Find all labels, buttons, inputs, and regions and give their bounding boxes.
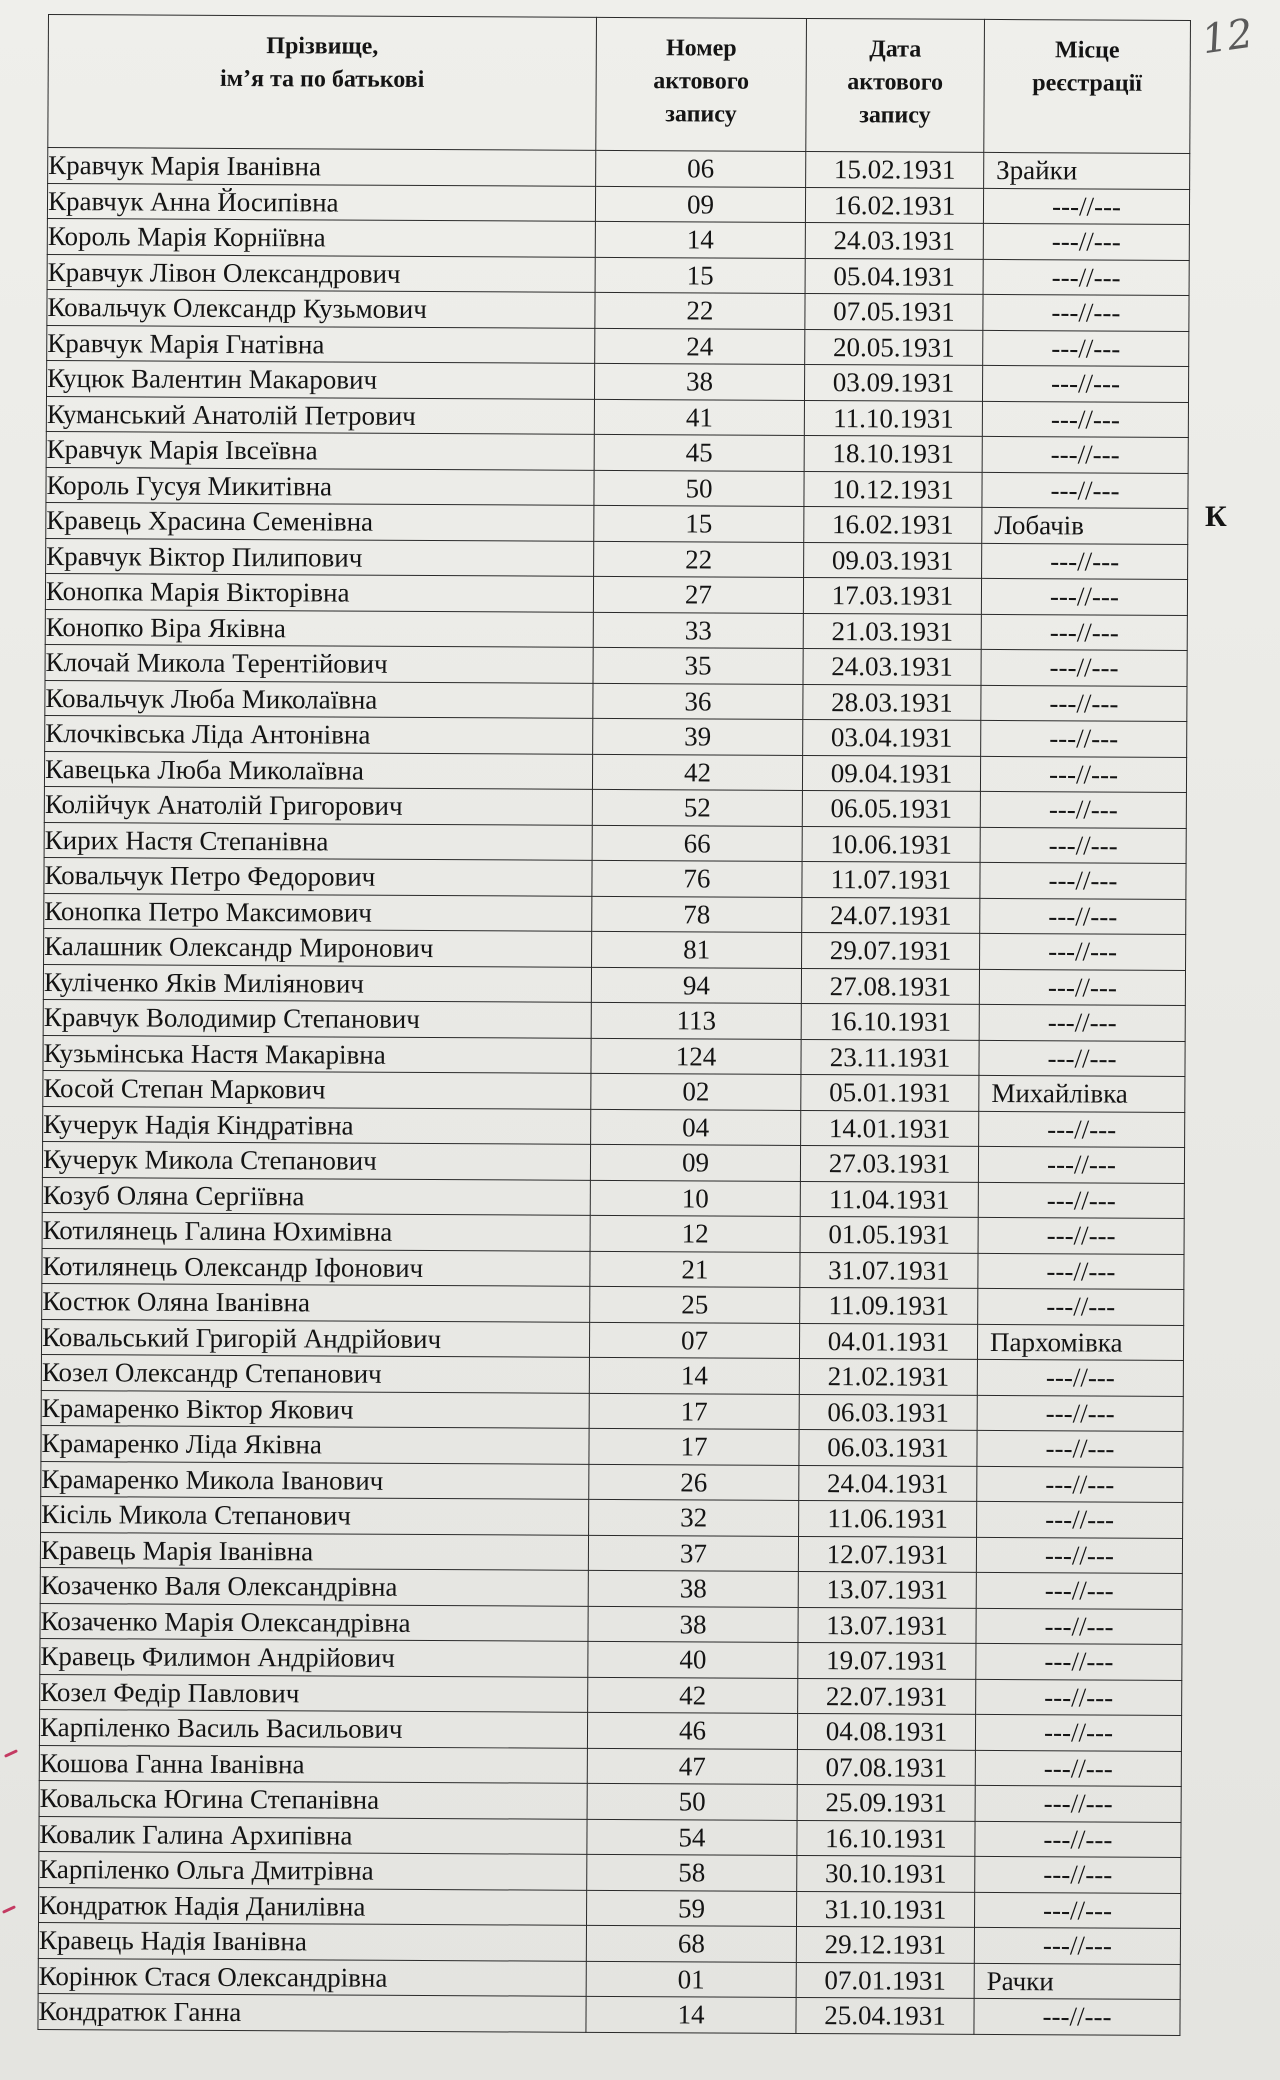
- record-date-cell: 29.12.1931: [796, 1926, 974, 1962]
- record-number-cell: 35: [593, 647, 803, 684]
- record-date-cell: 23.11.1931: [801, 1039, 979, 1075]
- header-line: Дата: [869, 36, 922, 63]
- table-row: [40, 1532, 1182, 1573]
- table-row: [41, 1319, 1183, 1360]
- record-number-cell: 26: [589, 1464, 799, 1501]
- registration-place-cell: ---//---: [978, 1217, 1184, 1254]
- record-number-cell: 78: [592, 896, 802, 933]
- record-date-cell: 14.01.1931: [801, 1110, 979, 1146]
- person-name-cell: Куліченко Яків Миліянович: [43, 964, 591, 1002]
- table-row: [43, 1035, 1185, 1076]
- record-number-cell: 22: [594, 541, 804, 578]
- record-number-cell: 45: [594, 434, 804, 471]
- registration-place-cell: ---//---: [979, 969, 1185, 1006]
- person-name-cell: Котилянець Олександр Іфонович: [42, 1248, 590, 1286]
- record-number-cell: 14: [589, 1357, 799, 1394]
- record-number-cell: 24: [595, 328, 805, 365]
- record-date-cell: 16.02.1931: [805, 187, 983, 223]
- table-row: [42, 1248, 1184, 1289]
- record-date-cell: 16.10.1931: [801, 1003, 979, 1039]
- registration-place-cell: ---//---: [983, 188, 1189, 225]
- record-number-cell: 17: [589, 1393, 799, 1430]
- record-date-cell: 19.07.1931: [798, 1642, 976, 1678]
- header-line: актового: [653, 68, 750, 95]
- table-row: [44, 751, 1186, 792]
- record-number-cell: 39: [593, 718, 803, 755]
- registration-place-cell: ---//---: [980, 756, 1186, 793]
- table-row: [46, 502, 1188, 543]
- record-date-cell: 11.06.1931: [799, 1500, 977, 1536]
- person-name-cell: Кравчук Володимир Степанович: [43, 999, 591, 1037]
- table-row: [47, 218, 1189, 259]
- record-number-cell: 46: [587, 1712, 797, 1749]
- record-date-cell: 03.04.1931: [803, 719, 981, 755]
- record-number-cell: 15: [595, 257, 805, 294]
- person-name-cell: Кучерук Микола Степанович: [42, 1141, 590, 1179]
- table-row: [46, 538, 1188, 579]
- registration-place-cell: ---//---: [978, 1288, 1184, 1325]
- registration-place-cell: ---//---: [980, 933, 1186, 970]
- person-name-cell: Костюк Оляна Іванівна: [42, 1283, 590, 1321]
- header-line: запису: [665, 101, 737, 128]
- record-date-cell: 06.03.1931: [799, 1394, 977, 1430]
- table-row: [46, 431, 1188, 472]
- registration-place-cell: Рачки: [974, 1963, 1180, 2000]
- registration-place-cell: ---//---: [976, 1679, 1182, 1716]
- record-number-cell: 94: [591, 967, 801, 1004]
- record-date-cell: 12.07.1931: [798, 1536, 976, 1572]
- record-date-cell: 01.05.1931: [800, 1216, 978, 1252]
- record-date-cell: 11.04.1931: [800, 1181, 978, 1217]
- registration-place-cell: ---//---: [977, 1430, 1183, 1467]
- person-name-cell: Ковальський Григорій Андрійович: [41, 1319, 589, 1357]
- table-row: [47, 254, 1189, 295]
- record-number-cell: 14: [595, 221, 805, 258]
- person-name-cell: Куцюк Валентин Макарович: [46, 360, 594, 398]
- registration-place-cell: ---//---: [983, 330, 1189, 367]
- record-date-cell: 10.12.1931: [804, 471, 982, 507]
- record-number-cell: 06: [596, 150, 806, 187]
- record-date-cell: 22.07.1931: [798, 1678, 976, 1714]
- registration-place-cell: ---//---: [975, 1821, 1181, 1858]
- table-row: [44, 857, 1186, 898]
- record-number-cell: 59: [586, 1890, 796, 1927]
- record-date-cell: 27.03.1931: [800, 1145, 978, 1181]
- person-name-cell: Калашник Олександр Миронович: [44, 928, 592, 966]
- table-row: [46, 360, 1188, 401]
- record-number-cell: 32: [589, 1499, 799, 1536]
- record-date-cell: 25.09.1931: [797, 1784, 975, 1820]
- header-line: реєстрації: [1032, 70, 1143, 97]
- table-row: [43, 1070, 1185, 1111]
- record-number-cell: 12: [590, 1215, 800, 1252]
- registration-place-cell: ---//---: [980, 791, 1186, 828]
- table-row: [40, 1567, 1182, 1608]
- registration-place-cell: ---//---: [982, 472, 1188, 509]
- record-date-cell: 31.10.1931: [796, 1891, 974, 1927]
- registration-place-cell: ---//---: [976, 1537, 1182, 1574]
- table-row: [42, 1177, 1184, 1218]
- table-row: [39, 1709, 1181, 1750]
- handwritten-page-number: 12: [1199, 10, 1256, 64]
- person-name-cell: Конопка Марія Вікторівна: [45, 573, 593, 611]
- record-number-cell: 17: [589, 1428, 799, 1465]
- record-date-cell: 04.01.1931: [799, 1323, 977, 1359]
- table-row: [47, 325, 1189, 366]
- record-date-cell: 06.05.1931: [802, 790, 980, 826]
- record-date-cell: 24.04.1931: [799, 1465, 977, 1501]
- record-number-cell: 01: [586, 1961, 796, 1998]
- table-header-row: [48, 15, 1191, 154]
- record-number-cell: 27: [593, 576, 803, 613]
- record-number-cell: 58: [587, 1854, 797, 1891]
- table-row: [39, 1887, 1181, 1928]
- person-name-cell: Кравець Марія Іванівна: [40, 1532, 588, 1570]
- record-date-cell: 05.04.1931: [805, 258, 983, 294]
- record-number-cell: 38: [588, 1570, 798, 1607]
- record-number-cell: 07: [589, 1322, 799, 1359]
- record-date-cell: 05.01.1931: [801, 1074, 979, 1110]
- person-name-cell: Козел Олександр Степанович: [41, 1354, 589, 1392]
- table-row: [48, 148, 1190, 189]
- registration-place-cell: ---//---: [983, 259, 1189, 296]
- record-date-cell: 24.07.1931: [802, 897, 980, 933]
- record-number-cell: 68: [586, 1925, 796, 1962]
- person-name-cell: Кравчук Марія Іванівна: [48, 148, 596, 186]
- person-name-cell: Крамаренко Віктор Якович: [41, 1390, 589, 1428]
- record-number-cell: 38: [588, 1606, 798, 1643]
- person-name-cell: Король Марія Корніївна: [47, 218, 595, 256]
- record-number-cell: 02: [591, 1073, 801, 1110]
- table-row: [39, 1851, 1181, 1892]
- person-name-cell: Котилянець Галина Юхимівна: [42, 1212, 590, 1250]
- person-name-cell: Ковальчук Люба Миколаївна: [45, 680, 593, 718]
- registration-place-cell: ---//---: [983, 223, 1189, 260]
- registration-place-cell: ---//---: [979, 1040, 1185, 1077]
- registration-place-cell: ---//---: [982, 436, 1188, 473]
- record-number-cell: 52: [592, 789, 802, 826]
- table-row: [41, 1354, 1183, 1395]
- person-name-cell: Карпіленко Ольга Дмитрівна: [39, 1851, 587, 1889]
- record-date-cell: 11.07.1931: [802, 861, 980, 897]
- header-line: Прізвище,: [266, 33, 379, 60]
- registration-place-cell: ---//---: [974, 1998, 1180, 2035]
- record-number-cell: 09: [595, 186, 805, 223]
- record-number-cell: 14: [586, 1996, 796, 2033]
- registration-place-cell: ---//---: [981, 614, 1187, 651]
- registration-place-cell: ---//---: [981, 685, 1187, 722]
- table-row: [44, 893, 1186, 934]
- table-row: [45, 609, 1187, 650]
- record-date-cell: 15.02.1931: [806, 151, 984, 187]
- table-row: [43, 1106, 1185, 1147]
- person-name-cell: Ковалик Галина Архипівна: [39, 1816, 587, 1854]
- table-row: [41, 1461, 1183, 1502]
- registration-place-cell: ---//---: [974, 1892, 1180, 1929]
- header-line: актового: [847, 69, 944, 96]
- person-name-cell: Кравчук Марія Івсеївна: [46, 431, 594, 469]
- table-row: [40, 1638, 1182, 1679]
- registration-place-cell: ---//---: [975, 1750, 1181, 1787]
- person-name-cell: Кондратюк Надія Данилівна: [39, 1887, 587, 1925]
- person-name-cell: Клочківська Ліда Антонівна: [45, 715, 593, 753]
- person-name-cell: Кирих Настя Степанівна: [44, 822, 592, 860]
- table-row: [44, 786, 1186, 827]
- person-name-cell: Кондратюк Ганна: [38, 1993, 586, 2031]
- table-row: [47, 183, 1189, 224]
- person-name-cell: Конопко Віра Яківна: [45, 609, 593, 647]
- person-name-cell: Клочай Микола Терентійович: [45, 644, 593, 682]
- record-date-cell: 18.10.1931: [804, 435, 982, 471]
- record-number-cell: 09: [590, 1144, 800, 1181]
- record-number-cell: 36: [593, 683, 803, 720]
- registration-place-cell: ---//---: [982, 543, 1188, 580]
- table-row: [45, 680, 1187, 721]
- registration-place-cell: Пархомівка: [977, 1324, 1183, 1361]
- registration-place-cell: ---//---: [976, 1572, 1182, 1609]
- record-date-cell: 20.05.1931: [805, 329, 983, 365]
- registration-place-cell: ---//---: [977, 1395, 1183, 1432]
- record-date-cell: 06.03.1931: [799, 1429, 977, 1465]
- table-row: [43, 999, 1185, 1040]
- record-number-cell: 38: [594, 363, 804, 400]
- record-date-cell: 24.03.1931: [803, 648, 981, 684]
- table-row: [38, 1958, 1180, 1999]
- record-date-cell: 31.07.1931: [800, 1252, 978, 1288]
- person-name-cell: Козел Федір Павлович: [40, 1674, 588, 1712]
- record-date-cell: 24.03.1931: [805, 222, 983, 258]
- person-name-cell: Корінюк Стася Олександрівна: [38, 1958, 586, 1996]
- table-row: [39, 1816, 1181, 1857]
- table-row: [42, 1283, 1184, 1324]
- table-row: [47, 289, 1189, 330]
- record-number-cell: 66: [592, 825, 802, 862]
- person-name-cell: Кучерук Надія Кіндратівна: [43, 1106, 591, 1144]
- table-row: [39, 1745, 1181, 1786]
- record-date-cell: 10.06.1931: [802, 826, 980, 862]
- person-name-cell: Кузьмінська Настя Макарівна: [43, 1035, 591, 1073]
- record-number-cell: 81: [592, 931, 802, 968]
- header-line: ім’я та по батькові: [219, 65, 425, 93]
- person-name-cell: Кравчук Віктор Пилипович: [46, 538, 594, 576]
- record-date-cell: 13.07.1931: [798, 1571, 976, 1607]
- record-number-cell: 04: [591, 1109, 801, 1146]
- person-name-cell: Козаченко Марія Олександрівна: [40, 1603, 588, 1641]
- person-name-cell: Кравець Надія Іванівна: [38, 1922, 586, 1960]
- record-date-cell: 28.03.1931: [803, 684, 981, 720]
- registration-place-cell: ---//---: [981, 649, 1187, 686]
- record-number-cell: 47: [587, 1748, 797, 1785]
- record-number-cell: 21: [590, 1251, 800, 1288]
- person-name-cell: Ковальска Югина Степанівна: [39, 1780, 587, 1818]
- registration-place-cell: ---//---: [979, 1004, 1185, 1041]
- registration-place-cell: ---//---: [976, 1643, 1182, 1680]
- record-date-cell: 07.01.1931: [796, 1962, 974, 1998]
- registration-place-cell: ---//---: [981, 578, 1187, 615]
- registration-place-cell: ---//---: [980, 862, 1186, 899]
- person-name-cell: Косой Степан Маркович: [43, 1070, 591, 1108]
- table-row: [40, 1674, 1182, 1715]
- record-number-cell: 54: [587, 1819, 797, 1856]
- table-row: [41, 1390, 1183, 1431]
- record-number-cell: 50: [587, 1783, 797, 1820]
- record-date-cell: 11.09.1931: [800, 1287, 978, 1323]
- header-place: [984, 19, 1191, 153]
- record-date-cell: 21.02.1931: [799, 1358, 977, 1394]
- table-row: [45, 644, 1187, 685]
- registration-place-cell: Лобачів: [982, 507, 1188, 544]
- registration-place-cell: ---//---: [978, 1253, 1184, 1290]
- margin-letter-mark: К: [1205, 500, 1227, 533]
- person-name-cell: Кавецька Люба Миколаївна: [44, 751, 592, 789]
- table-row: [45, 573, 1187, 614]
- table-row: [43, 964, 1185, 1005]
- registration-place-cell: ---//---: [981, 720, 1187, 757]
- record-date-cell: 13.07.1931: [798, 1607, 976, 1643]
- record-number-cell: 41: [594, 399, 804, 436]
- table-row: [38, 1993, 1180, 2034]
- table-row: [40, 1603, 1182, 1644]
- record-number-cell: 40: [588, 1641, 798, 1678]
- table-row: [41, 1425, 1183, 1466]
- table-row: [42, 1141, 1184, 1182]
- person-name-cell: Колійчук Анатолій Григорович: [44, 786, 592, 824]
- person-name-cell: Карпіленко Василь Васильович: [39, 1709, 587, 1747]
- record-date-cell: 07.05.1931: [805, 293, 983, 329]
- registration-place-cell: ---//---: [980, 827, 1186, 864]
- record-number-cell: 22: [595, 292, 805, 329]
- registration-place-cell: ---//---: [978, 1146, 1184, 1183]
- person-name-cell: Кравчук Анна Йосипівна: [47, 183, 595, 221]
- record-date-cell: 11.10.1931: [804, 400, 982, 436]
- record-number-cell: 50: [594, 470, 804, 507]
- person-name-cell: Кравець Храсина Семенівна: [46, 502, 594, 540]
- record-date-cell: 25.04.1931: [796, 1997, 974, 2033]
- record-number-cell: 10: [590, 1180, 800, 1217]
- table-row: [39, 1780, 1181, 1821]
- record-number-cell: 124: [591, 1038, 801, 1075]
- person-name-cell: Ковальчук Петро Федорович: [44, 857, 592, 895]
- person-name-cell: Куманський Анатолій Петрович: [46, 396, 594, 434]
- table-row: [45, 715, 1187, 756]
- person-name-cell: Кошова Ганна Іванівна: [39, 1745, 587, 1783]
- person-name-cell: Кравець Филимон Андрійович: [40, 1638, 588, 1676]
- person-name-cell: Крамаренко Ліда Яківна: [41, 1425, 589, 1463]
- record-date-cell: 03.09.1931: [804, 364, 982, 400]
- person-name-cell: Козаченко Валя Олександрівна: [40, 1567, 588, 1605]
- record-date-cell: 17.03.1931: [803, 577, 981, 613]
- registry-table: [37, 14, 1191, 2035]
- person-name-cell: Король Гусуя Микитівна: [46, 467, 594, 505]
- record-number-cell: 37: [588, 1535, 798, 1572]
- record-date-cell: 29.07.1931: [802, 932, 980, 968]
- record-number-cell: 42: [592, 754, 802, 791]
- record-number-cell: 33: [593, 612, 803, 649]
- person-name-cell: Кравчук Лівон Олександрович: [47, 254, 595, 292]
- header-line: Номер: [665, 35, 737, 62]
- record-date-cell: 04.08.1931: [797, 1713, 975, 1749]
- table-row: [38, 1922, 1180, 1963]
- margin-pen-mark: [2, 1905, 16, 1914]
- registration-place-cell: ---//---: [980, 898, 1186, 935]
- record-date-cell: 16.02.1931: [804, 506, 982, 542]
- record-number-cell: 15: [594, 505, 804, 542]
- registration-place-cell: Михайлівка: [979, 1075, 1185, 1112]
- record-date-cell: 09.04.1931: [802, 755, 980, 791]
- registration-place-cell: ---//---: [975, 1785, 1181, 1822]
- record-number-cell: 25: [590, 1286, 800, 1323]
- registration-place-cell: ---//---: [975, 1856, 1181, 1893]
- person-name-cell: Кісіль Микола Степанович: [41, 1496, 589, 1534]
- table-row: [46, 396, 1188, 437]
- table-body: [38, 148, 1190, 2035]
- registration-place-cell: ---//---: [977, 1359, 1183, 1396]
- record-number-cell: 113: [591, 1002, 801, 1039]
- record-number-cell: 76: [592, 860, 802, 897]
- registration-place-cell: ---//---: [976, 1608, 1182, 1645]
- record-number-cell: 42: [588, 1677, 798, 1714]
- table-row: [41, 1496, 1183, 1537]
- registration-place-cell: ---//---: [979, 1111, 1185, 1148]
- table-row: [42, 1212, 1184, 1253]
- header-record-date: [806, 18, 985, 152]
- registration-place-cell: ---//---: [982, 401, 1188, 438]
- record-date-cell: 21.03.1931: [803, 613, 981, 649]
- registration-place-cell: ---//---: [974, 1927, 1180, 1964]
- person-name-cell: Козуб Оляна Сергіївна: [42, 1177, 590, 1215]
- person-name-cell: Конопка Петро Максимович: [44, 893, 592, 931]
- registration-place-cell: ---//---: [982, 365, 1188, 402]
- record-date-cell: 16.10.1931: [797, 1820, 975, 1856]
- margin-pen-mark: [4, 1749, 18, 1758]
- registration-place-cell: ---//---: [975, 1714, 1181, 1751]
- table-row: [44, 822, 1186, 863]
- table-row: [44, 928, 1186, 969]
- header-record-number: [596, 17, 807, 151]
- registration-place-cell: Зрайки: [984, 152, 1190, 189]
- person-name-cell: Кравчук Марія Гнатівна: [47, 325, 595, 363]
- header-name: [48, 15, 597, 151]
- header-line: запису: [859, 102, 931, 129]
- record-date-cell: 07.08.1931: [797, 1749, 975, 1785]
- header-line: Місце: [1055, 37, 1120, 64]
- table-row: [46, 467, 1188, 508]
- registration-place-cell: ---//---: [977, 1466, 1183, 1503]
- registration-place-cell: ---//---: [977, 1501, 1183, 1538]
- record-date-cell: 27.08.1931: [801, 968, 979, 1004]
- record-date-cell: 30.10.1931: [797, 1855, 975, 1891]
- person-name-cell: Ковальчук Олександр Кузьмович: [47, 289, 595, 327]
- person-name-cell: Крамаренко Микола Іванович: [41, 1461, 589, 1499]
- registration-place-cell: ---//---: [983, 294, 1189, 331]
- record-date-cell: 09.03.1931: [804, 542, 982, 578]
- registration-place-cell: ---//---: [978, 1182, 1184, 1219]
